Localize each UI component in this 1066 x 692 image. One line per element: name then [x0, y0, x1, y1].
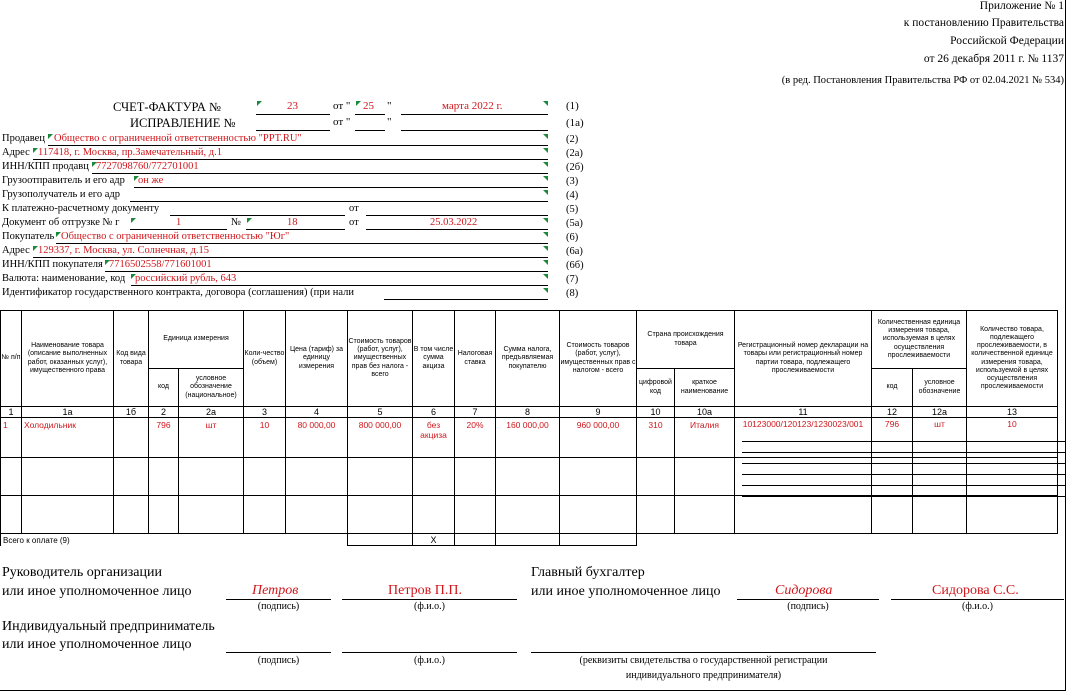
appendix-line-1: Приложение № 1: [979, 0, 1064, 12]
seller-address-value[interactable]: 117418, г. Москва, пр.Замечательный, д.1: [38, 147, 222, 158]
buyer-value[interactable]: Общество с ограниченной ответственностью "Юг": [61, 231, 290, 242]
ip-requisites-caption-1: (реквизиты свидетельства о государственной регистрации: [579, 655, 828, 666]
seller-inn-code: (2б): [566, 162, 584, 173]
invoice-number[interactable]: 23: [287, 100, 298, 112]
col-index: 6: [413, 407, 455, 418]
th-kind: Код вида товара: [114, 311, 149, 407]
correction-title: ИСПРАВЛЕНИЕ №: [130, 116, 236, 130]
table-row-empty: [1, 496, 1058, 534]
currency-code: (7): [566, 274, 579, 285]
col-index: 2: [149, 407, 179, 418]
payment-doc-label: К платежно-расчетному документу: [2, 203, 160, 214]
buyer-address-code: (6а): [566, 246, 583, 257]
row-kind[interactable]: [114, 418, 149, 458]
invoice-title: СЧЕТ-ФАКТУРА №: [113, 100, 221, 114]
shipment-row-no[interactable]: 1: [176, 217, 182, 228]
correction-code: (1а): [566, 117, 584, 129]
payment-doc-code: (5): [566, 204, 579, 215]
row-unit-code[interactable]: 796: [149, 418, 179, 458]
accountant-name-caption: (ф.и.о.): [962, 601, 993, 612]
col-index: 12: [872, 407, 913, 418]
currency-label: Валюта: наименование, код: [2, 273, 126, 284]
appendix-line-3: Российской Федерации: [950, 35, 1064, 47]
col-index: 13: [967, 407, 1058, 418]
seller-value[interactable]: Общество с ограниченной ответственностью "PPT.RU": [54, 133, 302, 144]
th-unit-name: условное обозначение (национальное): [179, 369, 244, 407]
consignee-code: (4): [566, 190, 579, 201]
head-sign-caption: (подпись): [257, 601, 300, 612]
head-name-caption: (ф.и.о.): [414, 601, 445, 612]
buyer-inn-code: (6б): [566, 260, 584, 271]
table-row: [1, 418, 1058, 458]
col-index: 10а: [675, 407, 735, 418]
th-price: Цена (тариф) за единицу измерения: [286, 311, 348, 407]
ip-sign-caption: (подпись): [257, 655, 300, 666]
contract-id-label: Идентификатор государственного контракта, договора (соглашения) (при нали: [2, 287, 354, 298]
shipment-no-label: №: [231, 217, 242, 228]
col-index: 9: [560, 407, 637, 418]
table-row-empty: [1, 458, 1058, 496]
col-index: 1а: [22, 407, 114, 418]
consignee-label: Грузополучатель и его адр: [2, 189, 120, 200]
head-signature[interactable]: Петров: [252, 583, 299, 598]
consignor-label: Грузоотправитель и его адр: [2, 175, 125, 186]
shipment-from-label: от: [349, 217, 359, 228]
appendix-line-2: к постановлению Правительства: [903, 17, 1064, 29]
row-trace-unit-code[interactable]: 796: [872, 418, 913, 458]
th-rate: Налоговая ставка: [455, 311, 496, 407]
appendix-line-4: от 26 декабря 2011 г. № 1137: [923, 53, 1064, 65]
ip-label-2: или иное уполномоченное лицо: [2, 637, 192, 652]
row-excise[interactable]: без акциза: [413, 418, 455, 458]
row-cost-no-tax[interactable]: 800 000,00: [348, 418, 413, 458]
accountant-label-1: Главный бухгалтер: [531, 565, 645, 580]
total-row: [1, 534, 1058, 546]
row-rate[interactable]: 20%: [455, 418, 496, 458]
th-country-group: Страна происхождения товара: [637, 311, 735, 369]
row-tax[interactable]: 160 000,00: [496, 418, 560, 458]
th-cost-no-tax: Стоимость товаров (работ, услуг), имущественных прав без налога - всего: [348, 311, 413, 407]
seller-code: (2): [566, 134, 579, 145]
row-name[interactable]: Холодильник: [22, 418, 114, 458]
invoice-table: [0, 310, 1058, 546]
total-label: Всего к оплате (9): [1, 534, 348, 546]
accountant-label-2: или иное уполномоченное лицо: [531, 584, 721, 599]
total-excise: X: [413, 534, 455, 546]
col-index: 5: [348, 407, 413, 418]
buyer-address-label: Адрес: [2, 245, 30, 256]
invoice-month-year[interactable]: марта 2022 г.: [442, 100, 503, 112]
accountant-signature[interactable]: Сидорова: [775, 583, 833, 598]
ip-name-caption: (ф.и.о.): [414, 655, 445, 666]
row-qty[interactable]: 10: [244, 418, 286, 458]
th-declaration: Регистрационный номер декларации на товары или регистрационный номер партии товара, подлежащего прослеживаемости: [735, 311, 872, 407]
buyer-code: (6): [566, 232, 579, 243]
row-no[interactable]: 1: [1, 418, 22, 458]
shipment-doc-label: Документ об отгрузке № г: [2, 217, 120, 228]
col-index: 2а: [179, 407, 244, 418]
th-unit-code: код: [149, 369, 179, 407]
row-unit-name[interactable]: шт: [179, 418, 244, 458]
th-unit-group: Единица измерения: [149, 311, 244, 369]
th-excise: В том числе сумма акциза: [413, 311, 455, 407]
row-price[interactable]: 80 000,00: [286, 418, 348, 458]
th-country-code: цифровой код: [637, 369, 675, 407]
row-trace-qty[interactable]: 10: [967, 418, 1058, 458]
col-index: 3: [244, 407, 286, 418]
consignor-code: (3): [566, 176, 579, 187]
col-index: 8: [496, 407, 560, 418]
col-index: 12а: [913, 407, 967, 418]
seller-inn-value[interactable]: 7727098760/772701001: [96, 161, 199, 172]
head-label-2: или иное уполномоченное лицо: [2, 584, 192, 599]
col-index: 4: [286, 407, 348, 418]
col-index: 7: [455, 407, 496, 418]
shipment-date[interactable]: 25.03.2022: [430, 217, 478, 228]
head-label-1: Руководитель организации: [2, 565, 162, 580]
th-name: Наименование товара (описание выполненных работ, оказанных услуг), имущественного права: [22, 311, 114, 407]
col-index: 11: [735, 407, 872, 418]
contract-id-code: (8): [566, 288, 579, 299]
th-trace-unit-group: Количественная единица измерения товара, используемая в целях осуществления прослеживаемости: [872, 311, 967, 369]
th-country-name: краткое наименование: [675, 369, 735, 407]
accountant-name[interactable]: Сидорова С.С.: [932, 583, 1019, 598]
invoice-from-label: от ": [333, 100, 351, 112]
th-trace-unit-code: код: [872, 369, 913, 407]
invoice-day[interactable]: 25: [363, 100, 374, 112]
row-cost-with-tax[interactable]: 960 000,00: [560, 418, 637, 458]
seller-inn-label: ИНН/КПП продавц: [2, 161, 89, 172]
th-trace-unit-name: условное обозначение: [913, 369, 967, 407]
buyer-address-value[interactable]: 129337, г. Москва, ул. Солнечная, д.15: [38, 245, 209, 256]
invoice-quote: ": [387, 100, 392, 112]
head-name[interactable]: Петров П.П.: [388, 583, 462, 598]
th-cost-with-tax: Стоимость товаров (работ, услуг), имущественных прав с налогом - всего: [560, 311, 637, 407]
th-row-no: № п/п: [1, 311, 22, 407]
row-trace-unit-name[interactable]: шт: [913, 418, 967, 458]
consignor-value[interactable]: он же: [138, 175, 164, 186]
accountant-sign-caption: (подпись): [787, 601, 829, 612]
shipment-doc-code: (5а): [566, 218, 583, 229]
buyer-inn-label: ИНН/КПП покупателя: [2, 259, 103, 270]
seller-label: Продавец: [2, 133, 45, 144]
row-country-name[interactable]: Италия: [675, 418, 735, 458]
ip-requisites-caption-2: индивидуального предпринимателя): [625, 670, 782, 681]
col-index: 10: [637, 407, 675, 418]
row-declaration[interactable]: 10123000/120123/1230023/001: [735, 418, 872, 458]
buyer-inn-value[interactable]: 7716502558/771601001: [109, 259, 212, 270]
th-tax: Сумма налога, предъявляемая покупателю: [496, 311, 560, 407]
correction-from-label: от ": [333, 116, 351, 128]
amendment-note: (в ред. Постановления Правительства РФ от 02.04.2021 № 534): [781, 75, 1064, 86]
seller-address-code: (2а): [566, 148, 583, 159]
th-trace-qty: Количество товара, подлежащего прослеживаемости, в количественной единице измерения товара, используемой в целях осуществления прослеживаемости: [967, 311, 1058, 407]
buyer-label: Покупатель: [2, 231, 55, 242]
th-qty: Коли-чество (объем): [244, 311, 286, 407]
correction-quote: ": [387, 116, 392, 128]
payment-doc-from-label: от: [349, 203, 359, 214]
ip-label-1: Индивидуальный предприниматель: [2, 619, 215, 634]
invoice-code: (1): [566, 100, 579, 112]
col-index: 1: [1, 407, 22, 418]
seller-address-label: Адрес: [2, 147, 30, 158]
row-country-code[interactable]: 310: [637, 418, 675, 458]
col-index: 1б: [114, 407, 149, 418]
currency-value[interactable]: российский рубль, 643: [135, 273, 237, 284]
shipment-doc-no[interactable]: 18: [287, 217, 298, 228]
